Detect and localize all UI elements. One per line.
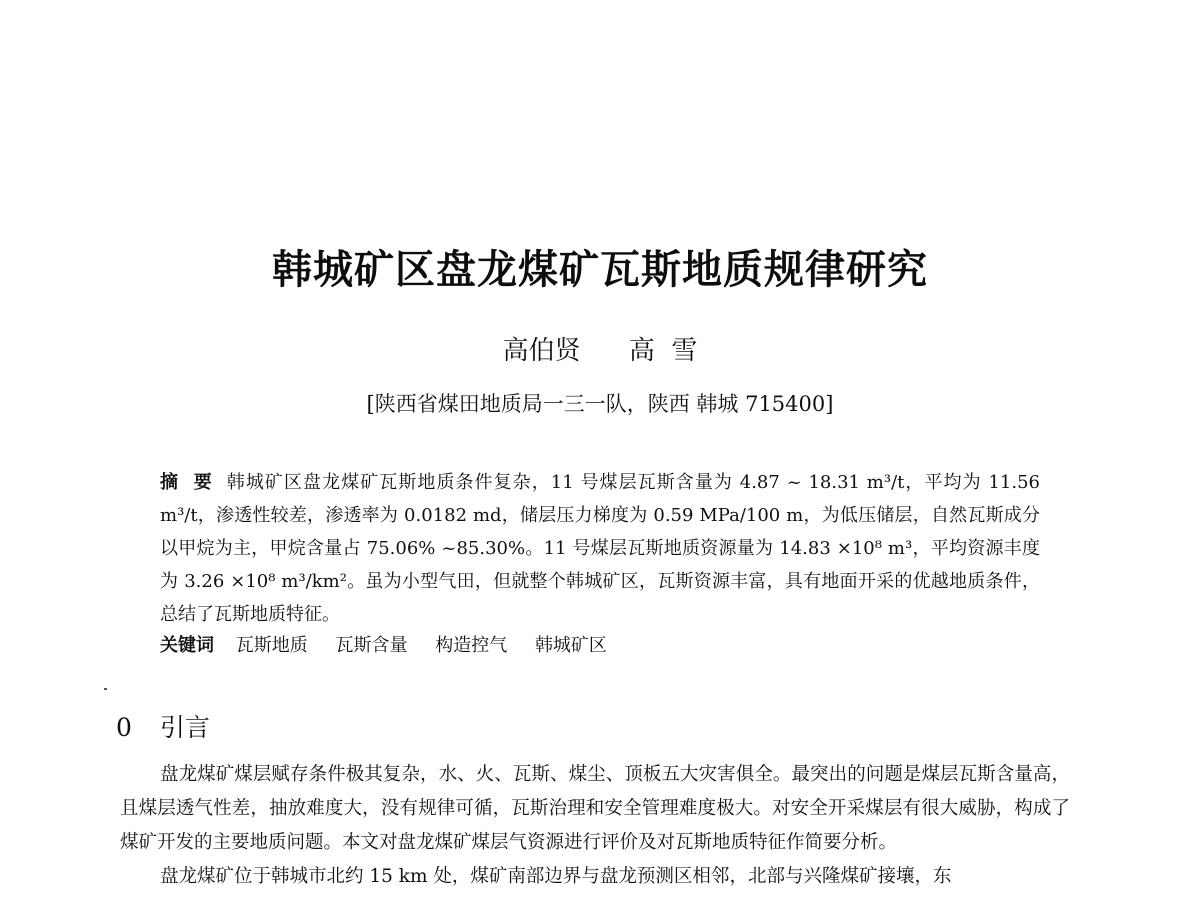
author-list [0,330,1200,367]
keywords-label: 关键词 [160,635,214,656]
paragraph: 盘龙煤矿煤层赋存条件极其复杂，水、火、瓦斯、煤尘、顶板五大灾害俱全。最突出的问题是煤层瓦斯含量高，且煤层透气性差，抽放难度大，没有规律可循，瓦斯治理和安全管理难度极大。对安全开采煤层有很大威胁，构成了煤矿开发的主要地质问题。本文对盘龙煤矿煤层气资源进行评价及对瓦斯地质特征作简要分析。 [120,764,1070,853]
section-heading [116,708,210,744]
keyword: 构造控气 [435,635,508,656]
section-number: 0 [116,713,132,742]
paragraph: 盘龙煤矿位于韩城市北约 15 km 处，煤矿南部边界与盘龙预测区相邻，北部与兴隆煤矿接壤，东 [160,866,952,887]
keyword: 韩城矿区 [534,635,607,656]
author-name: 高伯贤 [502,336,581,366]
author-name: 高 雪 [628,336,698,366]
abstract-text: 韩城矿区盘龙煤矿瓦斯地质条件复杂，11 号煤层瓦斯含量为 4.87 ~ 18.31 m³/t，平均为 11.56 m³/t，渗透性较差，渗透率为 0.0182 md，储层压力梯度为 0.59 MPa/100 m，为低压储层，自然瓦斯成分以甲烷为主，甲烷含量占 75.06% ~85.30%。11 号煤层瓦斯地质资源量为 14.83 ×10⁸ m³，平均资源丰度为 3.26 ×10⁸ m³/km²。虽为小型气田，但就整个韩城矿区，瓦斯资源丰富，具有地面开采的优越地质条件，总结了瓦斯地质特征。 [160,472,1040,625]
section-title: 引言 [159,713,210,742]
keyword: 瓦斯地质 [235,635,308,656]
abstract [160,466,1040,631]
scan-speck [104,688,107,690]
keyword: 瓦斯含量 [335,635,408,656]
keywords [160,631,1040,661]
author-affiliation: [陕西省煤田地质局一三一队，陕西 韩城 715400] [366,392,834,416]
abstract-label: 摘 要 [160,472,213,493]
paper-title: 韩城矿区盘龙煤矿瓦斯地质规律研究 [272,247,928,293]
body-text [120,758,1070,894]
